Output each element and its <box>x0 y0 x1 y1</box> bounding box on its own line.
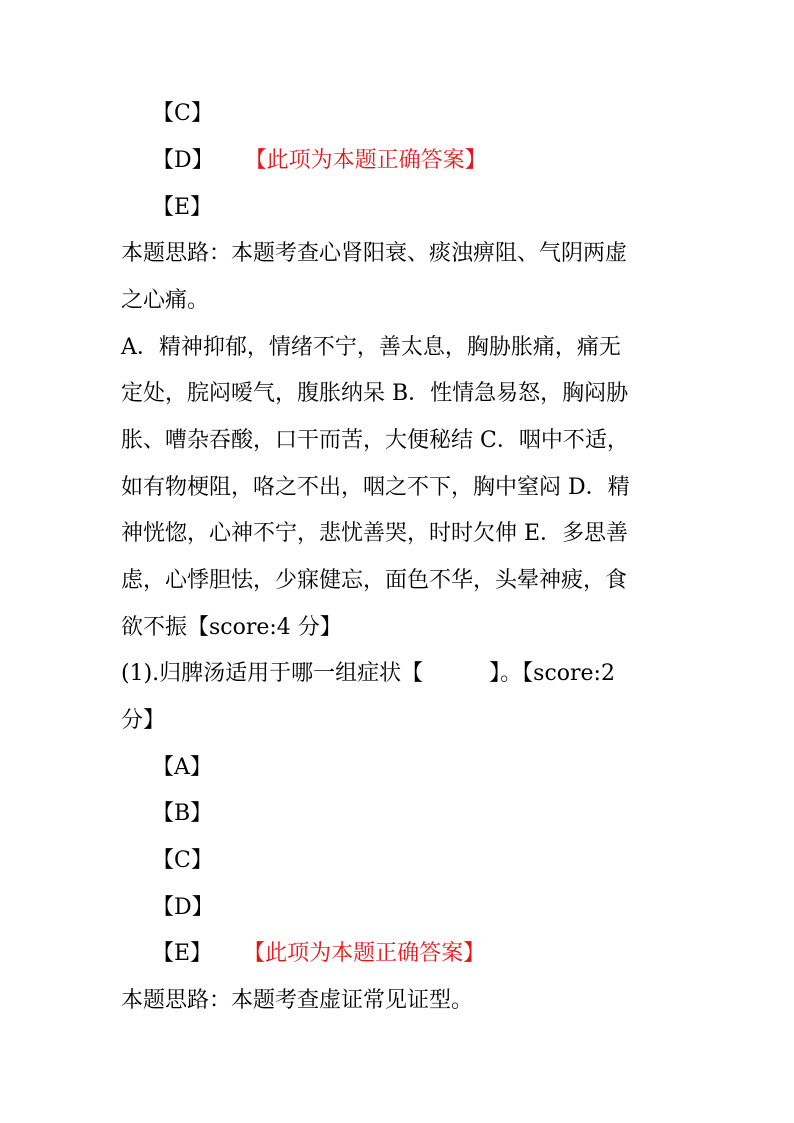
option-label: 【C】 <box>152 848 213 873</box>
option-label: 【A】 <box>152 755 212 780</box>
explanation-line: 欲不振【score:4 分】 <box>121 615 342 640</box>
option-label: 【D】 <box>152 895 214 920</box>
explanation-line: A．精神抑郁，情绪不宁，善太息，胸胁胀痛，痛无 <box>121 335 621 360</box>
explanation-line: 虑，心悸胆怯，少寐健忘，面色不华，头晕神疲，食 <box>121 568 628 593</box>
explanation-line: 定处，脘闷嗳气，腹胀纳呆 B．性情急易怒，胸闷胁 <box>121 381 629 406</box>
option-d <box>152 145 794 177</box>
explanation-line: 神恍惚，心神不宁，悲忧善哭，时时欠伸 E．多思善 <box>121 521 629 546</box>
option-label: 【D】 <box>152 148 214 173</box>
option-d <box>152 892 794 924</box>
option-label: 【B】 <box>152 801 213 826</box>
option-a <box>152 752 794 784</box>
correct-answer-marker: 【此项为本题正确答案】 <box>254 941 486 966</box>
correct-answer-marker: 【此项为本题正确答案】 <box>255 148 487 173</box>
explanation-line: 本题思路：本题考查虚证常见证型。 <box>121 988 474 1013</box>
option-e <box>152 938 794 970</box>
option-b <box>152 798 794 830</box>
explanation-line: 如有物梗阻，咯之不出，咽之不下，胸中窒闷 D．精 <box>121 475 630 500</box>
explanation-line: 本题思路：本题考查心肾阳衰、痰浊痹阻、气阴两虚 <box>121 241 628 266</box>
option-c <box>152 845 794 877</box>
option-e <box>152 192 794 224</box>
option-c <box>152 98 794 130</box>
option-label: 【C】 <box>152 101 213 126</box>
option-label: 【E】 <box>152 941 213 966</box>
explanation-line: 胀、嘈杂吞酸，口干而苦，大便秘结 C．咽中不适， <box>121 428 629 453</box>
explanation-line: 之心痛。 <box>121 288 210 313</box>
option-label: 【E】 <box>152 195 213 220</box>
question-stem: 分】 <box>121 708 166 733</box>
question-stem: (1).归脾汤适用于哪一组症状【 】。【score:2 <box>121 661 615 686</box>
